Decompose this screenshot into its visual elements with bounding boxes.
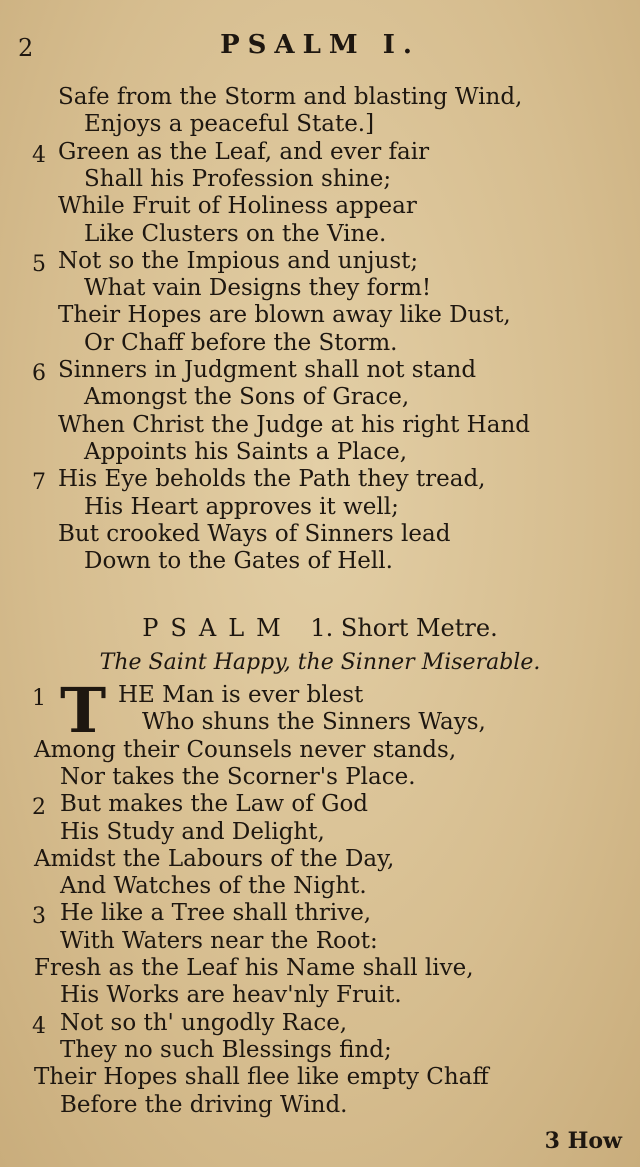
verse-line: Enjoys a peaceful State.]: [84, 111, 375, 138]
running-head: PSALM I.: [220, 30, 420, 60]
verse-line: When Christ the Judge at his right Hand: [58, 411, 530, 438]
verse-line: Or Chaff before the Storm.: [84, 329, 398, 356]
verse-line: Amidst the Labours of the Day,: [34, 845, 395, 872]
verse-line: Fresh as the Leaf his Name shall live,: [34, 955, 474, 981]
verse-line: Amongst the Sons of Grace,: [84, 384, 410, 411]
verse-line: Shall his Profession shine;: [84, 165, 392, 192]
verse-line: Appoints his Saints a Place,: [84, 438, 408, 465]
verse-line: Their Hopes are blown away like Dust,: [58, 302, 511, 329]
verse-number: 2: [32, 795, 46, 821]
verse-line: Like Clusters on the Vine.: [84, 220, 387, 247]
verse-number: 3: [32, 904, 46, 930]
verse-line: Nor takes the Scorner's Place.: [60, 763, 416, 790]
catchword: 3 How: [544, 1128, 622, 1154]
verse-line: While Fruit of Holiness appear: [58, 193, 417, 220]
verse-line: They no such Blessings find;: [60, 1036, 392, 1063]
verse-line: And Watches of the Night.: [60, 873, 367, 900]
drop-cap: T: [60, 674, 107, 747]
verse-number: 4: [32, 142, 46, 168]
verse-line: Not so th' ungodly Race,: [60, 1009, 348, 1036]
verse-line: Green as the Leaf, and ever fair: [58, 138, 430, 165]
verse-line: Not so the Impious and unjust;: [58, 247, 419, 274]
psalm-heading-metre: 1. Short Metre.: [310, 614, 498, 642]
psalm-heading-word: PSALM: [142, 614, 293, 642]
verse-line: With Waters near the Root:: [60, 927, 378, 954]
verse-line: What vain Designs they form!: [84, 275, 432, 302]
verse-line: He like a Tree shall thrive,: [60, 900, 372, 927]
verse-line: Who shuns the Sinners Ways,: [142, 709, 486, 736]
verse-number: 4: [32, 1013, 46, 1039]
verse-line: His Works are heav'nly Fruit.: [60, 982, 402, 1009]
verse-number: 6: [32, 361, 46, 386]
verse-line: Their Hopes shall flee like empty Chaff: [34, 1064, 489, 1091]
verse-line: But crooked Ways of Sinners lead: [58, 520, 451, 547]
verse-number: 7: [32, 470, 46, 496]
verse-line: But makes the Law of God: [60, 791, 369, 818]
verse-line: Among their Counsels never stands,: [34, 736, 457, 763]
verse-line: His Eye beholds the Path they tread,: [58, 466, 486, 493]
verse-number: 5: [32, 251, 46, 277]
verse-line: Down to the Gates of Hell.: [84, 548, 393, 575]
verse-line: His Heart approves it well;: [84, 493, 399, 520]
verse-line: HE Man is ever blest: [118, 682, 364, 708]
verse-line: Sinners in Judgment shall not stand: [58, 357, 477, 383]
psalm-subtitle: The Saint Happy, the Sinner Miserable.: [99, 650, 541, 675]
verse-number: 1: [32, 686, 46, 711]
page-number: 2: [18, 34, 34, 62]
verse-line: His Study and Delight,: [60, 818, 325, 845]
verse-line: Before the driving Wind.: [60, 1091, 348, 1118]
psalm-heading: [0, 614, 640, 642]
verse-line: Safe from the Storm and blasting Wind,: [58, 84, 523, 110]
